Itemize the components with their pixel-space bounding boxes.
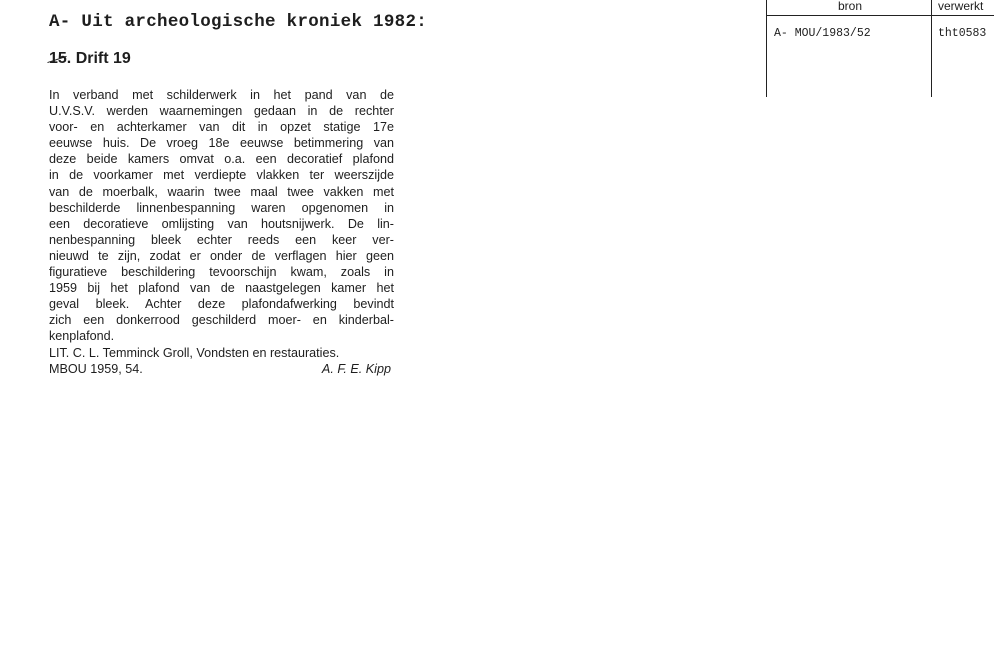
body-line: beschilderde linnenbespanning waren opgenomen in [49, 200, 394, 215]
body-line: U.V.S.V. werden waarnemingen gedaan in de rechter [49, 104, 394, 119]
verwerkt-value: tht0583 [938, 27, 987, 40]
reference-signature-line [49, 361, 391, 377]
body-line: een decoratieve omlijsting van houtsnijwerk. De lin- [49, 216, 394, 231]
article-body [49, 87, 394, 377]
index-card-table [766, 0, 1000, 97]
author: A. F. E. Kipp [321, 361, 391, 376]
body-line: nieuwd te zijn, zodat er onder de verflagen hier geen [49, 248, 394, 263]
body-line: van de moerbalk, waarin twee maal twee vakken met [49, 184, 394, 199]
document-heading: A- Uit archeologische kroniek 1982: [49, 12, 428, 32]
bron-value: A- MOU/1983/52 [774, 27, 871, 40]
col-header-bron: bron [838, 0, 863, 13]
body-line: voor- en achterkamer van dit in opzet statige 17e [49, 120, 394, 135]
body-line: geval bleek. Achter deze plafondafwerking bevindt [49, 297, 394, 312]
body-line: nenbespanning bleek echter reeds een keer ver- [49, 232, 394, 247]
item-title-text: . Drift 19 [66, 50, 131, 67]
divider [766, 15, 994, 16]
body-line: deze beide kamers omvat o.a. een decoratief plafond [49, 152, 394, 167]
body-line: zich een donkerrood geschilderd moer- en kinderbal- [49, 313, 394, 328]
body-line: in de voorkamer met verdiepte vlakken ter weerszijde [49, 168, 394, 183]
item-title [49, 50, 131, 68]
reference-end: MBOU 1959, 54. [49, 361, 143, 376]
body-line: eeuwse huis. De vroeg 18e eeuwse betimmering van [49, 136, 394, 151]
col-header-verwerkt: verwerkt [938, 0, 984, 13]
body-line: kenplafond. [49, 329, 115, 344]
literature-line: LIT. C. L. Temminck Groll, Vondsten en restauraties. [49, 345, 340, 360]
body-line: figuratieve beschildering tevoorschijn kwam, zoals in [49, 265, 394, 280]
body-line: 1959 bij het plafond van de naastgelegen kamer het [49, 281, 394, 296]
body-line: In verband met schilderwerk in het pand van de [49, 88, 394, 102]
item-number: 15 [49, 50, 67, 67]
